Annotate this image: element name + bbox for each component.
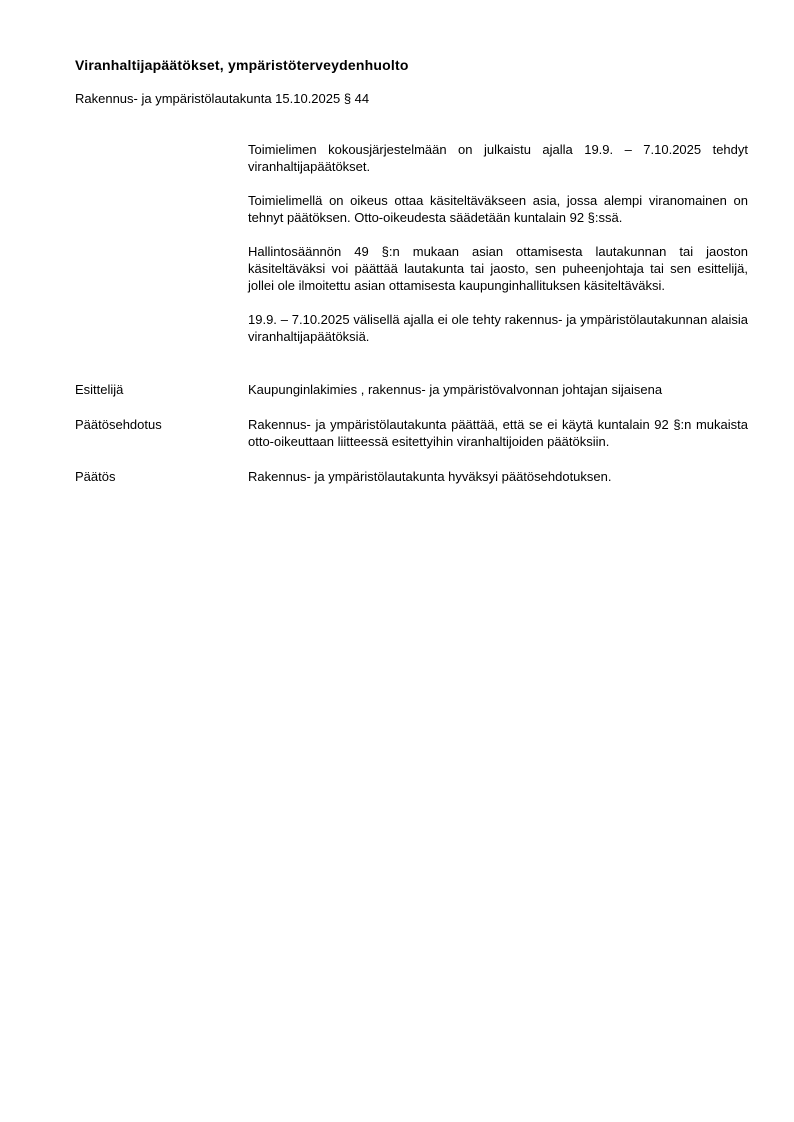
field-value: Kaupunginlakimies , rakennus- ja ympäristövalvonnan johtajan sijaisena [248,382,663,397]
field-value: Rakennus- ja ympäristölautakunta hyväksyi päätösehdotuksen. [248,469,612,484]
field-row-paatos [75,468,748,485]
field-row-paatosehdotus [75,416,748,450]
body-paragraph: Toimielimen kokousjärjestelmään on julkaistu ajalla 19.9. – 7.10.2025 tehdyt viranhaltijapäätökset. [248,142,748,174]
page-title: Viranhaltijapäätökset, ympäristöterveydenhuolto [75,57,409,73]
field-label: Esittelijä [75,382,124,397]
body-paragraph: 19.9. – 7.10.2025 välisellä ajalla ei ole tehty rakennus- ja ympäristölautakunnan alaisia viranhaltijapäätöksiä. [248,312,748,344]
body-text-block [248,141,748,345]
field-row-esittelija [75,381,748,398]
field-label: Päätösehdotus [75,417,162,432]
field-value: Rakennus- ja ympäristölautakunta päättää, että se ei käytä kuntalain 92 §:n mukaista otto-oikeuttaan liitteessä esitettyihin viranhaltijoiden päätöksiin. [248,417,748,449]
decision-fields [75,381,748,485]
body-paragraph: Toimielimellä on oikeus ottaa käsiteltäväkseen asia, jossa alempi viranomainen on tehnyt päätöksen. Otto-oikeudesta säädetään kuntalain 92 §:ssä. [248,193,748,225]
body-paragraph: Hallintosäännön 49 §:n mukaan asian ottamisesta lautakunnan tai jaoston käsiteltäväksi voi päättää lautakunta tai jaosto, sen puheenjohtaja tai sen esittelijä, jollei ole ilmoitettu asian ottamisesta kaupunginhallituksen käsiteltäväksi. [248,244,748,293]
field-label: Päätös [75,469,116,484]
meeting-reference: Rakennus- ja ympäristölautakunta 15.10.2025 § 44 [75,91,370,106]
